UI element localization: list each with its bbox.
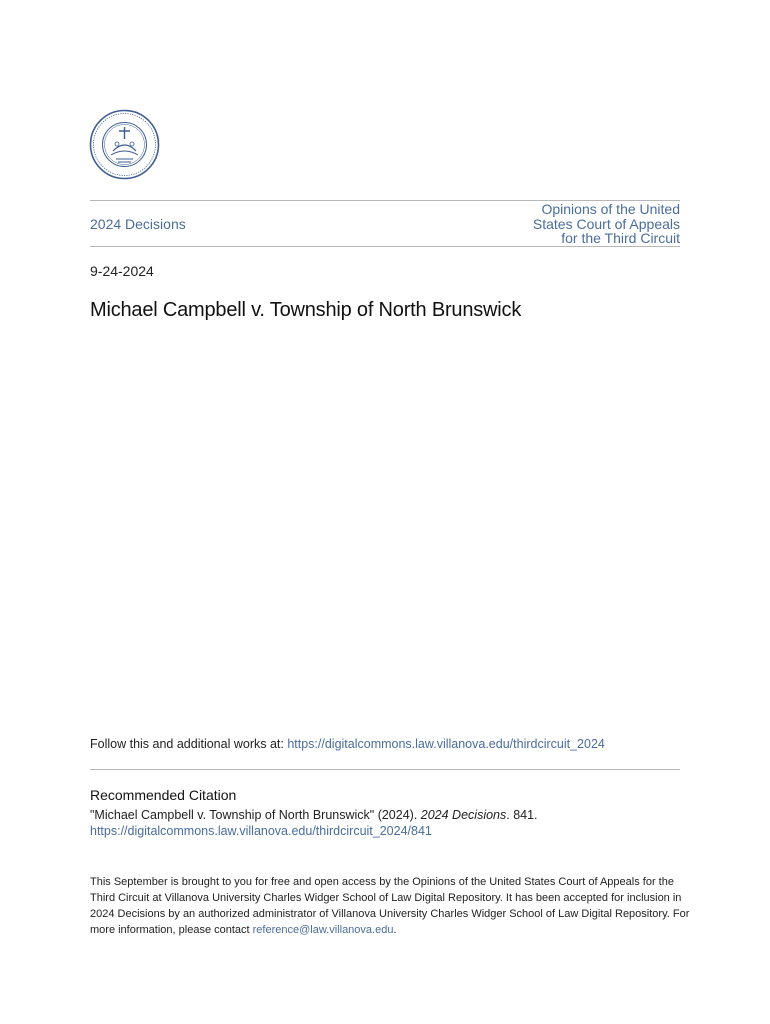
citation-heading: Recommended Citation (90, 787, 237, 803)
follow-line (90, 737, 605, 751)
series-line-2: States Court of Appeals (532, 215, 680, 232)
citation-url-link[interactable]: https://digitalcommons.law.villanova.edu/thirdcircuit_2024/841 (90, 824, 432, 838)
document-date: 9-24-2024 (90, 263, 154, 279)
follow-prefix: Follow this and additional works at: (90, 737, 288, 751)
citation-body (90, 807, 538, 839)
series-line-1: Opinions of the United (541, 201, 680, 217)
citation-text-end: . 841. (506, 808, 538, 822)
notice-end: . (393, 924, 397, 936)
access-notice (90, 874, 690, 938)
collection-link[interactable]: 2024 Decisions (90, 216, 186, 232)
document-title: Michael Campbell v. Township of North Brunswick (90, 299, 522, 321)
header-bottom-divider (90, 246, 680, 247)
notice-text: This September is brought to you for free and open access by the Opinions of the United States Court of Appeals for the Third Circuit at Villanova University Charles Widger School of Law Digital Repository. It has been accepted for inclusion in 2024 Decisions by an authorized administrator of Villanova University Charles Widger School of Law Digital Repository. For more information, please contact (90, 876, 690, 936)
citation-text-start: "Michael Campbell v. Township of North Brunswick" (2024). (90, 808, 421, 822)
follow-url-link[interactable]: https://digitalcommons.law.villanova.edu/thirdcircuit_2024 (287, 737, 605, 751)
citation-divider (90, 769, 680, 770)
series-line-3: for the Third Circuit (561, 230, 680, 246)
contact-email-link[interactable]: reference@law.villanova.edu (252, 924, 394, 936)
university-seal-logo (89, 109, 160, 180)
series-link[interactable] (480, 202, 680, 246)
citation-collection: 2024 Decisions (420, 808, 507, 822)
